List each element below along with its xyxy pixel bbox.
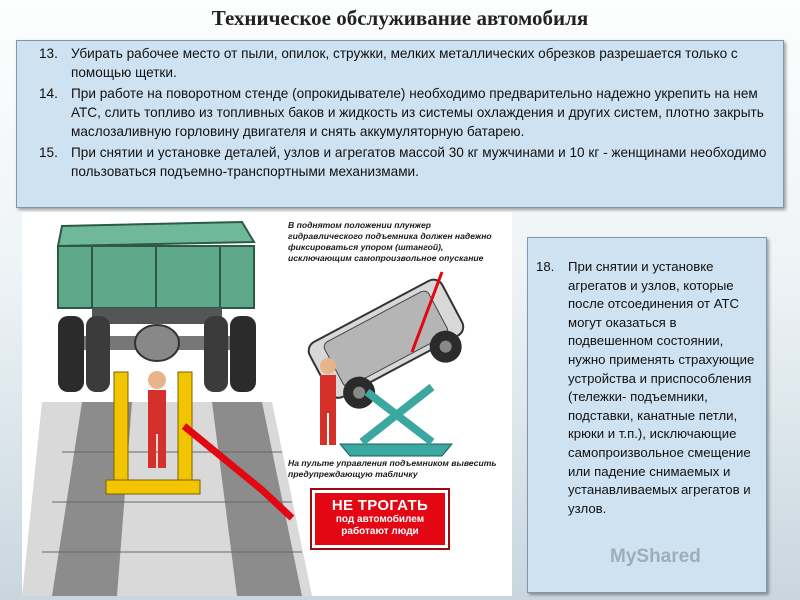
truck-body-top-shape bbox=[58, 222, 254, 246]
rule-number: 15. bbox=[39, 145, 58, 160]
truck-frame-shape bbox=[92, 308, 222, 324]
rule-number: 13. bbox=[39, 46, 58, 61]
rule-text: При снятии и установке агрегатов и узлов, которые после отсоединения от АТС могут оказаться в подвешенном состоянии, нужно применять страхующие устройства и приспособления (тележки- подъемники, подставки, канатные петли, крюки и т.п.), исключающие самопроизвольное смещение или падение снимаемых и устанавливаемых агрегатов и узлов. bbox=[568, 259, 755, 516]
lift-base-shape bbox=[340, 444, 452, 456]
worker-head-shape bbox=[148, 371, 166, 389]
rule-text: При работе на поворотном стенде (опрокидывателе) необходимо предварительно надежно укрепить на нем АТС, слить топливо из топливных баков и жидкость из системы охлаждения и других систем, плотно закрыть маслозаливную горловину двигателя и снять аккумуляторную батарею. bbox=[71, 86, 764, 139]
side-rule-box bbox=[527, 237, 767, 593]
page-title: Техническое обслуживание автомобиля bbox=[211, 6, 589, 30]
warning-sign bbox=[312, 490, 448, 548]
worker-head-shape bbox=[320, 358, 336, 374]
jack-stand-left-shape bbox=[114, 372, 128, 482]
rule-number: 14. bbox=[39, 86, 58, 101]
rules-box bbox=[16, 40, 784, 208]
warning-text: под автомобилем работают люди bbox=[335, 514, 425, 537]
watermark-logo: MyShared bbox=[610, 546, 701, 567]
rule-item bbox=[536, 258, 758, 518]
wheel-left-outer-shape bbox=[58, 316, 84, 392]
rule-item bbox=[39, 143, 773, 181]
safety-illustration bbox=[22, 212, 512, 596]
wheel-right-outer-shape bbox=[230, 316, 256, 392]
rule-item bbox=[39, 44, 773, 82]
worker-body-shape bbox=[148, 390, 166, 434]
rule-number: 18. bbox=[536, 259, 555, 274]
illustration-caption-top: В поднятом положении плунжер гидравлического подъемника должен надежно фиксироваться упором (штангой), исключающим самопроизвольное опускание bbox=[288, 220, 492, 263]
illustration-caption-middle: На пульте управления подъемником вывесить предупреждающую табличку bbox=[288, 458, 497, 479]
rule-item bbox=[39, 84, 773, 141]
wheel-right-inner-shape bbox=[204, 316, 228, 392]
rule-text: При снятии и установке деталей, узлов и агрегатов массой 30 кг мужчинами и 10 кг - женщинами необходимо пользоваться подъемно-транспортными механизмами. bbox=[71, 145, 767, 179]
wheel-left-inner-shape bbox=[86, 316, 110, 392]
warning-title: НЕ ТРОГАТЬ bbox=[331, 497, 429, 514]
rule-text: Убирать рабочее место от пыли, опилок, стружки, мелких металлических обрезков разрешается только с помощью щетки. bbox=[71, 46, 738, 80]
